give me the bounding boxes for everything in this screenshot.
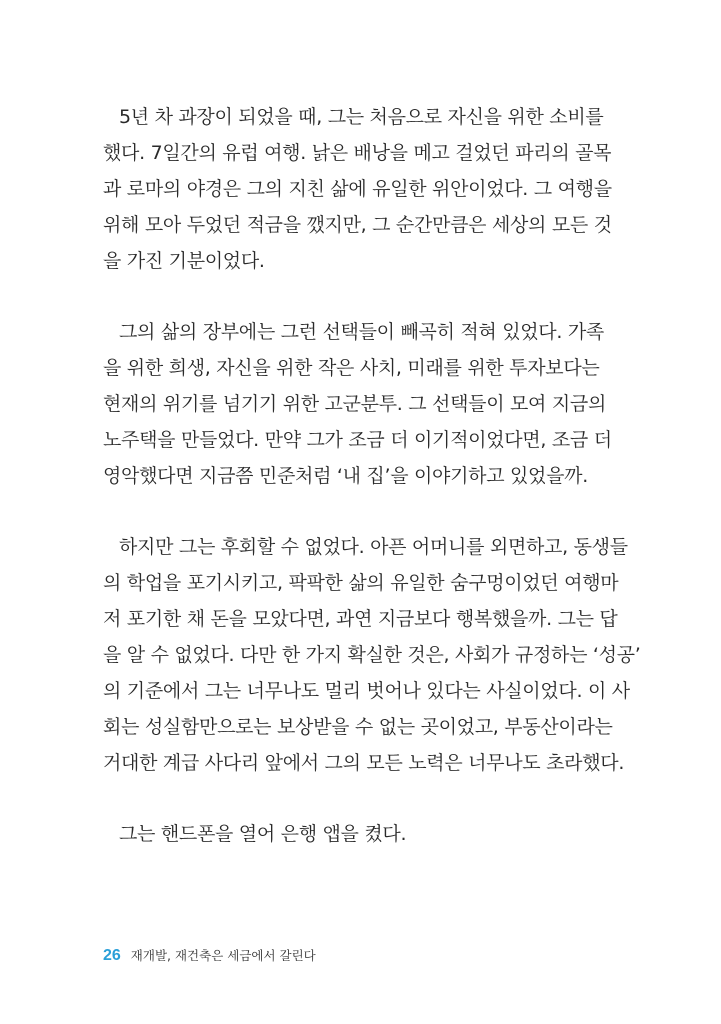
page-body [103, 99, 641, 887]
text-line: 그의 삶의 장부에는 그런 선택들이 빼곡히 적혀 있었다. 가족 [119, 321, 604, 343]
text-line: 노주택을 만들었다. 만약 그가 조금 더 이기적이었다면, 조금 더 [103, 429, 612, 451]
text-line: 거대한 계급 사다리 앞에서 그의 모든 노력은 너무나도 초라했다. [103, 752, 625, 774]
text-line: 현재의 위기를 넘기기 위한 고군분투. 그 선택들이 모여 지금의 [103, 393, 607, 415]
text-line: 의 기준에서 그는 너무나도 멀리 벗어나 있다는 사실이었다. 이 사 [103, 680, 630, 702]
text-line: 저 포기한 채 돈을 모았다면, 과연 지금보다 행복했을까. 그는 답 [103, 608, 618, 630]
text-line: 의 학업을 포기시키고, 팍팍한 삶의 유일한 숨구멍이었던 여행마 [103, 572, 619, 594]
paragraph-1 [103, 99, 612, 279]
running-title: 재개발, 재건축은 세금에서 갈린다 [130, 948, 316, 963]
text-line: 과 로마의 야경은 그의 지친 삶에 유일한 위안이었다. 그 여행을 [103, 178, 612, 200]
text-line: 하지만 그는 후회할 수 없었다. 아픈 어머니를 외면하고, 동생들 [119, 536, 628, 558]
text-line: 했다. 7일간의 유럽 여행. 낡은 배낭을 메고 걸었던 파리의 골목 [103, 142, 612, 164]
paragraph-3 [103, 529, 641, 781]
page-footer [103, 946, 316, 965]
text-line: 5년 차 과장이 되었을 때, 그는 처음으로 자신을 위한 소비를 [119, 106, 604, 128]
text-line: 을 위한 희생, 자신을 위한 작은 사치, 미래를 위한 투자보다는 [103, 357, 600, 379]
page-number: 26 [103, 947, 121, 964]
text-line: 을 알 수 없었다. 다만 한 가지 확실한 것은, 사회가 규정하는 ‘성공’ [103, 644, 641, 666]
text-line: 위해 모아 두었던 적금을 깼지만, 그 순간만큼은 세상의 모든 것 [103, 214, 612, 236]
text-line: 을 가진 기분이었다. [103, 250, 265, 272]
text-line: 영악했다면 지금쯤 민준처럼 ‘내 집’을 이야기하고 있었을까. [103, 465, 588, 487]
text-line: 그는 핸드폰을 열어 은행 앱을 켰다. [119, 823, 407, 845]
text-line: 회는 성실함만으로는 보상받을 수 없는 곳이었고, 부동산이라는 [103, 716, 613, 738]
paragraph-2 [103, 314, 612, 494]
paragraph-4 [103, 816, 597, 852]
